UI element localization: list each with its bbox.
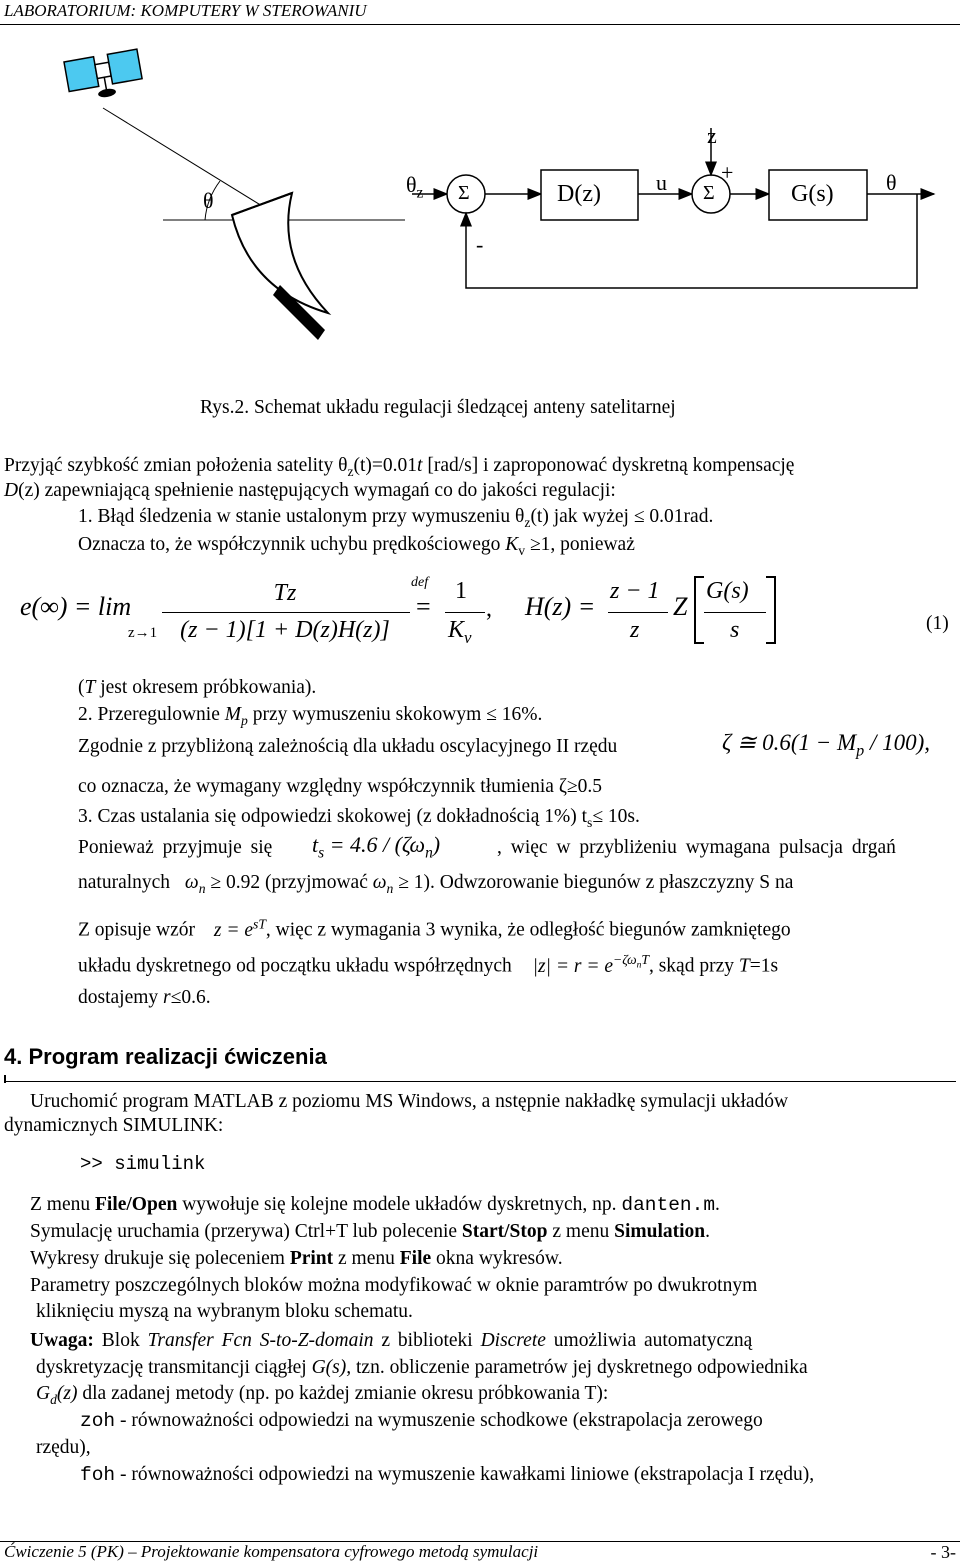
requirement-1-explain: Oznacza to, że współczynnik uchybu prędkościowego $K_v \ge 1$, ponieważ xyxy=(78,534,635,558)
instr-file-open: Z menu File/Open wywołuje się kolejne modele układów dyskretnych, np. danten.m. xyxy=(30,1194,720,1216)
header-rule xyxy=(0,24,960,25)
instr-params-2: kliknięciu myszą na wybranym bloku schematu. xyxy=(36,1301,413,1322)
zoh-line: zoh - równoważności odpowiedzi na wymuszenie schodkowe (ekstrapolacja zerowego xyxy=(80,1410,763,1432)
sum1-sigma: Σ xyxy=(458,182,470,204)
damping-line: co oznacza, że wymagany względny współczynnik tłumienia ζ≥0.5 xyxy=(78,776,602,797)
disturbance-z-label: z xyxy=(707,123,717,148)
natural-freq-line: naturalnych $\omega_n \ge 0.92$ (przyjmować $\omega_n \ge 1$). Odwzorowanie biegunów z płaszczyzny S na xyxy=(78,872,794,896)
minus-sign: - xyxy=(476,232,484,257)
zoh-line-2: rzędu), xyxy=(36,1437,91,1458)
satellite-icon xyxy=(64,49,144,103)
foh-line: foh - równoważności odpowiedzi na wymuszenie kawałkami liniowe (ekstrapolacja I rzędu), xyxy=(80,1464,815,1486)
para1-line2: D(z) zapewniającą spełnienie następujących wymagań co do jakości regulacji: xyxy=(4,480,616,501)
angle-theta-label: θ xyxy=(203,188,214,213)
sampling-note: (T jest okresem próbkowania). xyxy=(78,677,317,698)
controller-label: D(z) xyxy=(557,181,601,207)
requirement-1: 1. Błąd śledzenia w stanie ustalonym przy wymuszeniu $\theta_z(t)$ jak wyżej ≤ 0.01rad. xyxy=(78,506,714,530)
note-line-3: $G_d(z)$ dla zadanej metody (np. po każdej zmianie okresu próbkowania T): xyxy=(36,1383,609,1407)
running-header: LABORATORIUM: KOMPUTERY W STEROWANIU xyxy=(4,1,367,20)
radius-result: dostajemy r≤0.6. xyxy=(78,987,211,1008)
control-u-label: u xyxy=(656,170,667,195)
instr-print: Wykresy drukuje się poleceniem Print z menu File okna wykresów. xyxy=(30,1248,563,1269)
note-line-1: Uwaga: Blok Transfer Fcn S-to-Z-domain z biblioteki Discrete umożliwia automatyczną xyxy=(30,1330,753,1351)
zeta-formula: ζ ≅ $0.6(1 - M_p / 100)$, xyxy=(722,730,931,760)
plant-label: G(s) xyxy=(791,181,834,207)
setpoint-label: $\theta_z$ xyxy=(406,172,424,202)
footer-text: Ćwiczenie 5 (PK) – Projektowanie kompensatora cyfrowego metodą symulacji xyxy=(4,1542,539,1561)
para1-line1: Przyjąć szybkość zmian położenia satelity $\theta_z(t)=0.01t$ [rad/s] i zaproponować dyskretną kompensację xyxy=(4,455,795,479)
antenna-dish-icon xyxy=(232,193,328,340)
page-number: - 3- xyxy=(930,1542,956,1562)
section-4-intro: Uruchomić program MATLAB z poziomu MS Windows, a nstępnie nakładkę symulacji układów xyxy=(30,1091,789,1112)
figure-caption: Rys.2. Schemat układu regulacji śledzącej anteny satelitarnej xyxy=(200,397,676,418)
settling-line: Ponieważ przyjmuje się xyxy=(78,837,273,858)
note-line-2: dyskretyzację transmitancji ciągłej G(s), tzn. obliczenie parametrów jej dyskretnego odpowiednika xyxy=(36,1357,808,1378)
simulink-command: >> simulink xyxy=(80,1153,206,1175)
plus-sign: + xyxy=(721,160,734,185)
zeta-relation: Zgodnie z przybliżoną zależnością dla układu oscylacyjnego II rzędu xyxy=(78,736,618,757)
settling-line-end: , więc w przybliżeniu wymagana pulsacja drgań xyxy=(497,837,896,858)
line-of-sight xyxy=(103,108,280,217)
instr-params: Parametry poszczególnych bloków można modyfikować w oknie paramtrów po dwukrotnym xyxy=(30,1275,758,1296)
settling-formula: $t_s = 4.6 / (\zeta\omega_n)$ xyxy=(312,832,441,862)
section-4-intro-2: dynamicznych SIMULINK: xyxy=(4,1115,224,1136)
instr-simulation: Symulację uruchamia (przerywa) Ctrl+T lub polecenie Start/Stop z menu Simulation. xyxy=(30,1221,711,1242)
sum2-sigma: Σ xyxy=(703,182,715,204)
output-theta-label: θ xyxy=(886,170,897,195)
pole-distance-line: układu dyskretnego od początku układu współrzędnych $|z| = r = e^{-\zeta\omega_nT}$, skąd przy T=1s xyxy=(78,952,779,977)
mapping-line: Z opisuje wzór $z = e^{sT}$, więc z wymagania 3 wynika, że odległość biegunów zamkniętego xyxy=(78,916,791,941)
requirement-3: 3. Czas ustalania się odpowiedzi skokowej (z dokładnością 1%) $t_s\le 10s$. xyxy=(78,806,640,830)
section-4-heading: 4. Program realizacji ćwiczenia xyxy=(4,1044,327,1069)
requirement-2: 2. Przeregulownie $M_p$ przy wymuszeniu skokowym ≤ 16%. xyxy=(78,704,543,728)
